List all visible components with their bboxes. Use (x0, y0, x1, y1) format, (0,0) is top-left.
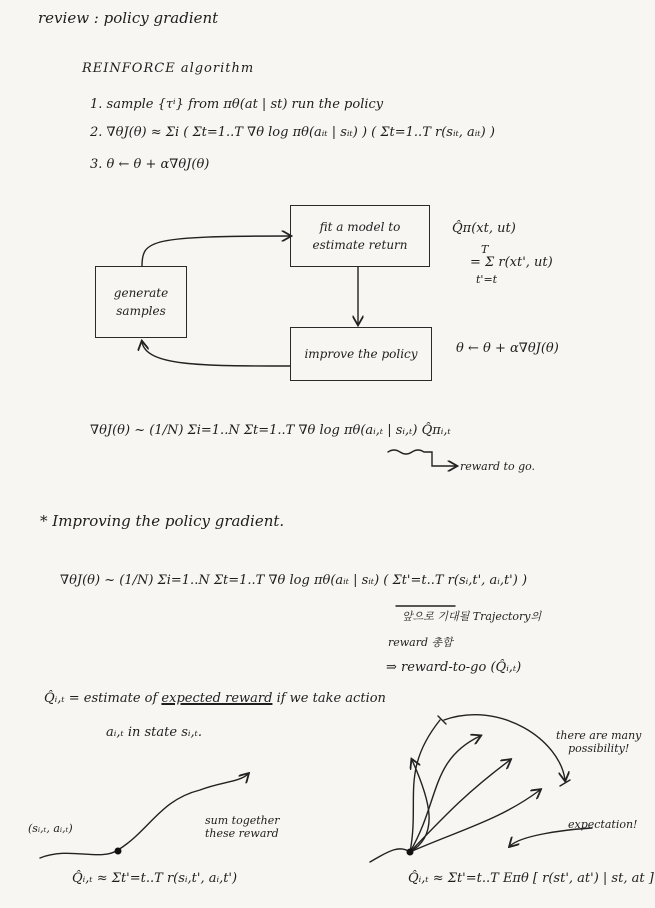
reward-to-go-note: reward to go. (460, 460, 536, 473)
gradient-equation: ∇θJ(θ) ~ (1/N) Σi=1..N Σt=1..T ∇θ log πθ(aᵢ,ₜ | sᵢ,ₜ) Q̂πᵢ,ₜ (90, 423, 451, 438)
q-pi-label: Q̂π(xt, ut) (452, 221, 516, 236)
q-sum-upper: T (481, 243, 489, 256)
right-qhat-formula: Q̂ᵢ,ₜ ≈ Σt'=t..T Eπθ [ r(st', at') | st, at ] (408, 871, 654, 886)
right-state-point (407, 849, 414, 856)
sum-together-note: sum together these reward (205, 814, 280, 840)
single-trajectory (40, 774, 248, 858)
qhat-definition-line2: aᵢ,ₜ in state sᵢ,ₜ. (106, 725, 202, 740)
trajectory-2 (410, 720, 440, 852)
q-sum-lower: t'=t (476, 273, 498, 286)
reward-to-go-result: ⇒ reward-to-go (Q̂ᵢ,ₜ) (386, 660, 522, 675)
improving-equation: ∇θJ(θ) ~ (1/N) Σi=1..N Σt=1..T ∇θ log πθ(aᵢₜ | sᵢₜ) ( Σt'=t..T r(sᵢ,t', aᵢ,t') ) (60, 573, 528, 588)
expectation-arrow (510, 828, 592, 846)
arrow-improve-to-generate (142, 342, 290, 366)
improving-heading: * Improving the policy gradient. (40, 512, 285, 530)
page-title: review : policy gradient (38, 9, 219, 27)
arrow-generate-to-fit (142, 236, 290, 266)
trajectory-1 (370, 849, 410, 862)
generate-samples-box: generate samples (95, 266, 187, 338)
reinforce-step-1: 1. sample {τⁱ} from πθ(at | st) run the policy (90, 97, 384, 112)
state-action-label: (sᵢ,ₜ, aᵢ,ₜ) (28, 822, 73, 835)
korean-note-2: reward 총합 (388, 636, 453, 649)
fit-model-box: fit a model to estimate return (290, 205, 430, 267)
left-state-point (115, 848, 122, 855)
q-sum: = Σ r(xt', ut) (470, 255, 553, 270)
improve-policy-box: improve the policy (290, 327, 432, 381)
reinforce-step-2: 2. ∇θJ(θ) ≈ Σi ( Σt=1..T ∇θ log πθ(aᵢₜ | sᵢₜ) ) ( Σt=1..T r(sᵢₜ, aᵢₜ) ) (90, 125, 495, 140)
reinforce-step-3: 3. θ ← θ + α∇θJ(θ) (90, 157, 210, 172)
expectation-note: expectation! (568, 818, 638, 831)
qhat-definition-line1: Q̂ᵢ,ₜ = estimate of expected reward if we take action (44, 691, 386, 706)
reinforce-heading: REINFORCE algorithm (82, 61, 255, 76)
left-qhat-formula: Q̂ᵢ,ₜ ≈ Σt'=t..T r(sᵢ,t', aᵢ,t') (72, 871, 238, 886)
update-rule: θ ← θ + α∇θJ(θ) (456, 341, 559, 356)
reward-to-go-arrow (388, 450, 456, 466)
many-possibility-note: there are many possibility! (556, 729, 642, 755)
korean-note-1: 앞으로 기대될 Trajectory의 (402, 610, 542, 623)
